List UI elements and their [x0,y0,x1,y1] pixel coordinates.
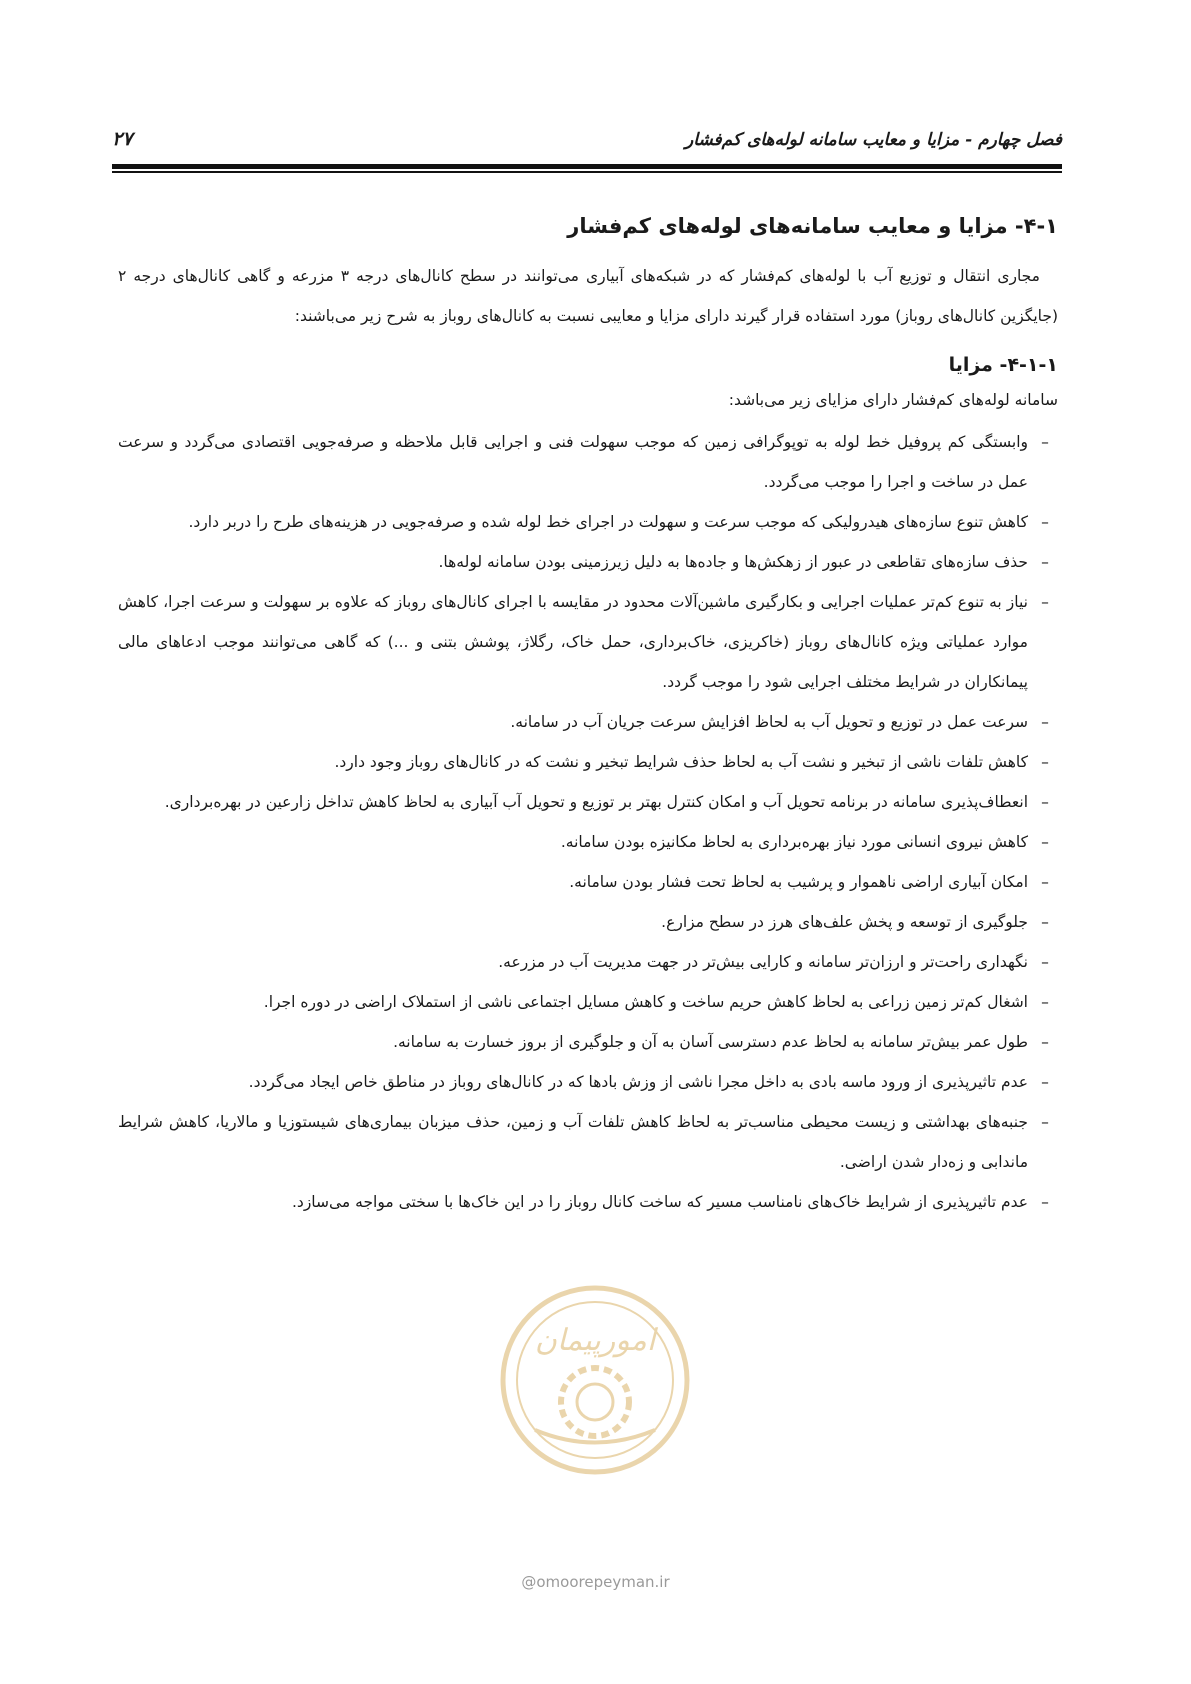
advantage-text: عدم تاثیرپذیری از شرایط خاک‌های نامناسب مسیر که ساخت کانال روباز را در این خاک‌ها با سختی مواجه می‌سازد. [291,1193,1028,1211]
bullet-dash: – [1041,953,1049,971]
advantage-item [118,542,1058,582]
advantage-text: انعطاف‌پذیری سامانه در برنامه تحویل آب و امکان کنترل بهتر بر توزیع و تحویل آب آبیاری به لحاظ کاهش تداخل زارعین در بهره‌برداری. [164,793,1028,811]
advantage-text: عدم تاثیرپذیری از ورود ماسه بادی به داخل مجرا ناشی از وزش بادها که در کانال‌های روباز در مناطق خاص ایجاد می‌گردد. [248,1073,1028,1091]
advantage-text: نیاز به تنوع کم‌تر عملیات اجرایی و بکارگیری ماشین‌آلات محدود در مقایسه با اجرای کانال‌های روباز که علاوه بر سهولت و سرعت اجرا، کاهش موارد عملیاتی ویژه کانال‌های روباز (خاکریزی، خاک‌برداری، حمل خاک، رگلاژ، پوشش بتنی و ...) که گاهی می‌توانند موجب ادعاهای مالی پیمانکاران در شرایط مختلف اجرایی شود را موجب گردد. [118,593,1028,691]
advantage-text: نگهداری راحت‌تر و ارزان‌تر سامانه و کارایی بیش‌تر در جهت مدیریت آب در مزرعه. [498,953,1028,971]
advantage-item [118,742,1058,782]
body-content [118,214,1058,1222]
subsection-heading: ۴-۱-۱- مزایا [948,354,1058,376]
header-rule-thin [112,171,1062,173]
advantage-text: اشغال کم‌تر زمین زراعی به لحاظ کاهش حریم ساخت و کاهش مسایل اجتماعی ناشی از استملاک اراضی در دوره اجرا. [263,993,1028,1011]
bullet-dash: – [1041,993,1049,1011]
section-heading: ۴-۱- مزایا و معایب سامانه‌های لوله‌های کم‌فشار [567,214,1058,238]
advantage-item [118,902,1058,942]
watermark-site-text [0,1573,1191,1591]
bullet-dash: – [1041,793,1049,811]
advantage-item [118,582,1058,702]
advantage-item [118,1062,1058,1102]
advantage-item [118,1182,1058,1222]
advantage-item [118,782,1058,822]
advantage-item [118,1022,1058,1062]
advantage-item [118,702,1058,742]
intro-paragraph: مجاری انتقال و توزیع آب با لوله‌های کم‌فشار که در شبکه‌های آبیاری می‌توانند در سطح کانال‌های درجه ۳ مزرعه و گاهی کانال‌های درجه ۲ (جایگزین کانال‌های روباز) مورد استفاده قرار گیرند دارای مزایا و معایبی نسبت به کانال‌های روباز به شرح زیر می‌باشند: [118,267,1058,325]
chapter-title: فصل چهارم - مزایا و معایب سامانه لوله‌های کم‌فشار [685,130,1062,150]
advantage-item [118,982,1058,1022]
header-rule-thick [112,164,1062,169]
advantage-item [118,502,1058,542]
advantage-text: جنبه‌های بهداشتی و زیست محیطی مناسب‌تر به لحاظ کاهش تلفات آب و زمین، حذف میزبان بیماری‌های شیستوزیا و مالاریا، کاهش شرایط ماندابی و زه‌دار شدن اراضی. [118,1113,1028,1171]
bullet-dash: – [1041,753,1049,771]
running-header [112,126,1062,166]
advantage-text: کاهش نیروی انسانی مورد نیاز بهره‌برداری به لحاظ مکانیزه بودن سامانه. [560,833,1028,851]
advantage-text: جلوگیری از توسعه و پخش علف‌های هرز در سطح مزارع. [661,913,1028,931]
bullet-dash: – [1041,1113,1049,1131]
bullet-dash: – [1041,1193,1049,1211]
advantage-text: سرعت عمل در توزیع و تحویل آب به لحاظ افزایش سرعت جریان آب در سامانه. [510,713,1028,731]
bullet-dash: – [1041,873,1049,891]
advantage-text: امکان آبیاری اراضی ناهموار و پرشیب به لحاظ تحت فشار بودن سامانه. [569,873,1028,891]
watermark-logo [495,1280,695,1480]
watermark-site-label: omoorepeyman.ir [536,1573,670,1591]
bullet-dash: – [1041,1073,1049,1091]
lead-sentence: سامانه لوله‌های کم‌فشار دارای مزایای زیر می‌باشد: [728,391,1058,409]
advantage-text: طول عمر بیش‌تر سامانه به لحاظ عدم دسترسی آسان به آن و جلوگیری از بروز خسارت به سامانه. [393,1033,1028,1051]
bullet-dash: – [1041,1033,1049,1051]
advantage-text: وابستگی کم پروفیل خط لوله به توپوگرافی زمین که موجب سهولت فنی و اجرایی قابل ملاحظه و صرفه‌جویی اقتصادی می‌گردد و سرعت عمل در ساخت و اجرا را موجب می‌گردد. [118,433,1028,491]
advantages-list [118,422,1058,1222]
bullet-dash: – [1041,833,1049,851]
watermark-logo-text: امورپیمان [534,1323,656,1358]
bullet-dash: – [1041,713,1049,731]
bullet-dash: – [1041,513,1049,531]
watermark-at-icon: @ [521,1573,537,1591]
bullet-dash: – [1041,433,1049,451]
page-number: ۲۷ [112,128,133,150]
advantage-item [118,1102,1058,1182]
advantage-text: کاهش تلفات ناشی از تبخیر و نشت آب به لحاظ حذف شرایط تبخیر و نشت که در کانال‌های روباز وجود دارد. [334,753,1028,771]
bullet-dash: – [1041,593,1049,611]
advantage-item [118,942,1058,982]
bullet-dash: – [1041,913,1049,931]
bullet-dash: – [1041,553,1049,571]
advantage-item [118,862,1058,902]
advantage-text: حذف سازه‌های تقاطعی در عبور از زهکش‌ها و جاده‌ها به دلیل زیرزمینی بودن سامانه لوله‌ها. [438,553,1028,571]
advantage-text: کاهش تنوع سازه‌های هیدرولیکی که موجب سرعت و سهولت در اجرای خط لوله شده و صرفه‌جویی در هزینه‌های طرح را دربر دارد. [188,513,1028,531]
advantage-item [118,822,1058,862]
advantage-item [118,422,1058,502]
